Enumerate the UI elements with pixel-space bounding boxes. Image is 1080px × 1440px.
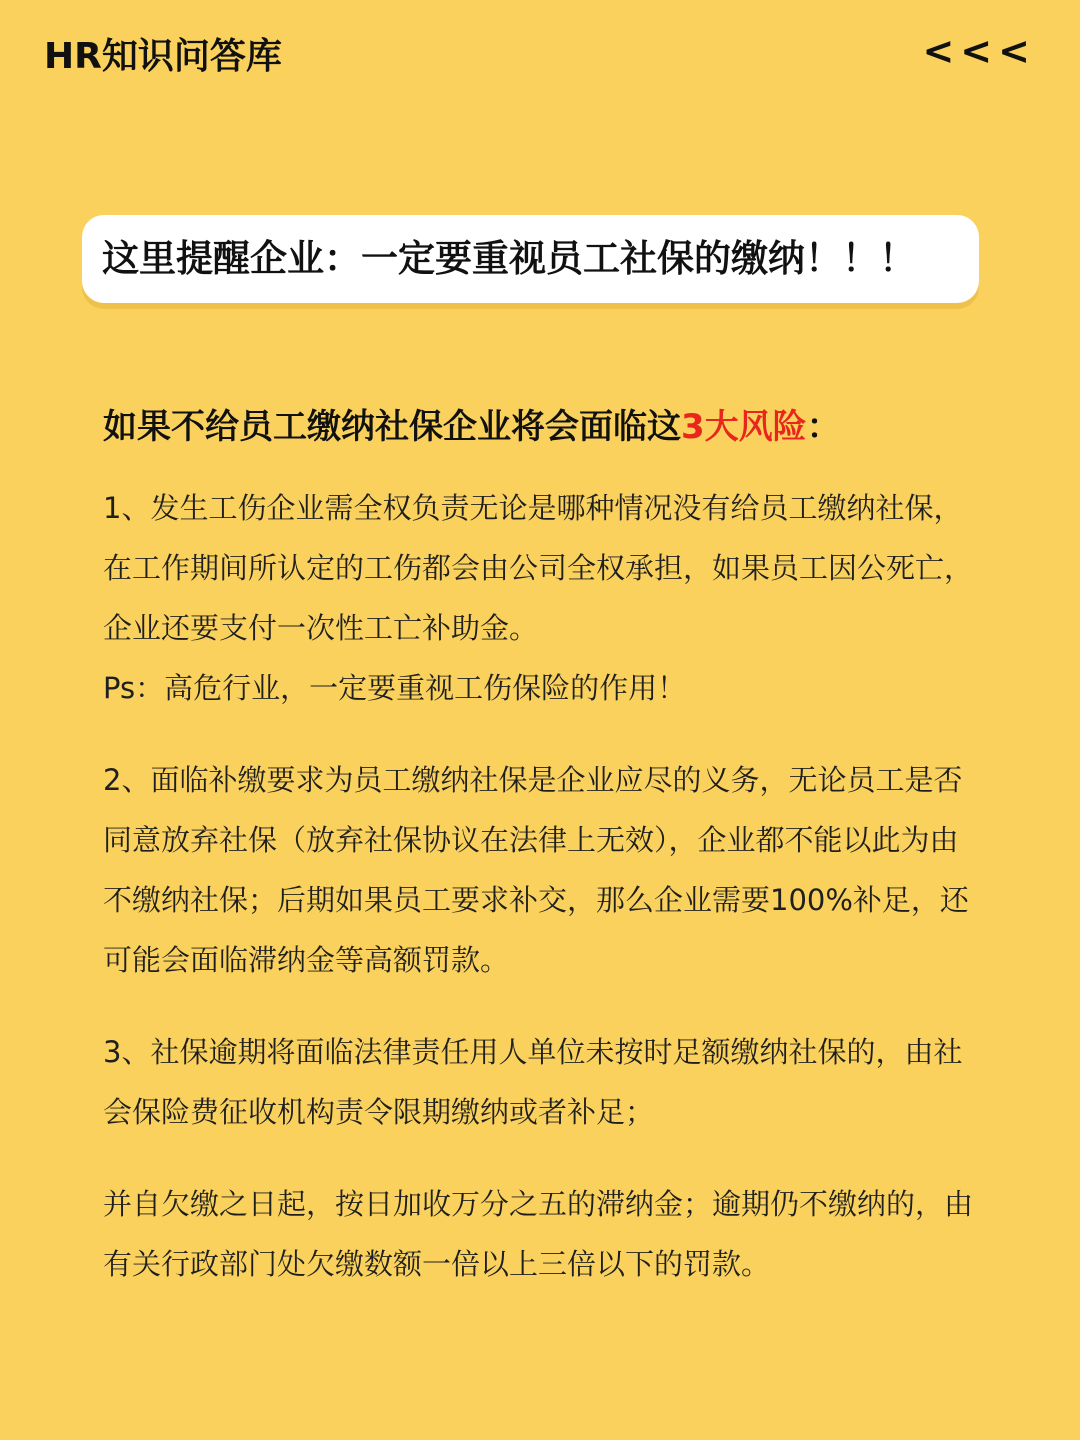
brand-title: HR知识问答库 [44, 36, 282, 77]
banner-text: 这里提醒企业：一定要重视员工社保的缴纳！！！ [102, 237, 916, 280]
paragraph-line: 会保险费征收机构责令限期缴纳或者补足； [103, 1095, 655, 1129]
article-body [103, 398, 983, 1294]
paragraph-line: 在工作期间所认定的工伤都会由公司全权承担，如果员工因公死亡， [103, 551, 974, 585]
spacer [103, 990, 983, 1022]
paragraph-line: Ps：高危行业，一定要重视工伤保险的作用！ [103, 671, 687, 705]
penalty-paragraph [103, 1174, 983, 1294]
paragraph-line: 3、社保逾期将面临法律责任用人单位未按时足额缴纳社保的，由社 [103, 1035, 963, 1069]
risk-item-3 [103, 1022, 983, 1142]
paragraph-line: 并自欠缴之日起，按日加收万分之五的滞纳金；逾期仍不缴纳的，由 [103, 1187, 974, 1221]
heading-prefix: 如果不给员工缴纳社保企业将会面临这 [103, 407, 681, 447]
paragraph-line: 同意放弃社保（放弃社保协议在法律上无效），企业都不能以此为由 [103, 823, 959, 857]
paragraph-line: 1、发生工伤企业需全权负责无论是哪种情况没有给员工缴纳社保， [103, 491, 963, 525]
risk-item-2 [103, 750, 983, 990]
paragraph-line: 有关行政部门处欠缴数额一倍以上三倍以下的罚款。 [103, 1247, 771, 1281]
spacer [103, 718, 983, 750]
header [44, 29, 1036, 84]
section-heading [103, 398, 983, 456]
reminder-banner [82, 215, 979, 303]
heading-suffix: ： [806, 407, 841, 447]
spacer [103, 1142, 983, 1174]
heading-highlight: 3大风险 [681, 407, 807, 447]
paragraph-line: 可能会面临滞纳金等高额罚款。 [103, 943, 510, 977]
risk-item-1 [103, 478, 983, 718]
paragraph-line: 2、面临补缴要求为员工缴纳社保是企业应尽的义务，无论员工是否 [103, 763, 963, 797]
back-arrows-icon[interactable]: <<< [922, 29, 1036, 73]
paragraph-line: 不缴纳社保；后期如果员工要求补交，那么企业需要100%补足，还 [103, 883, 969, 917]
paragraph-line: 企业还要支付一次性工亡补助金。 [103, 611, 539, 645]
